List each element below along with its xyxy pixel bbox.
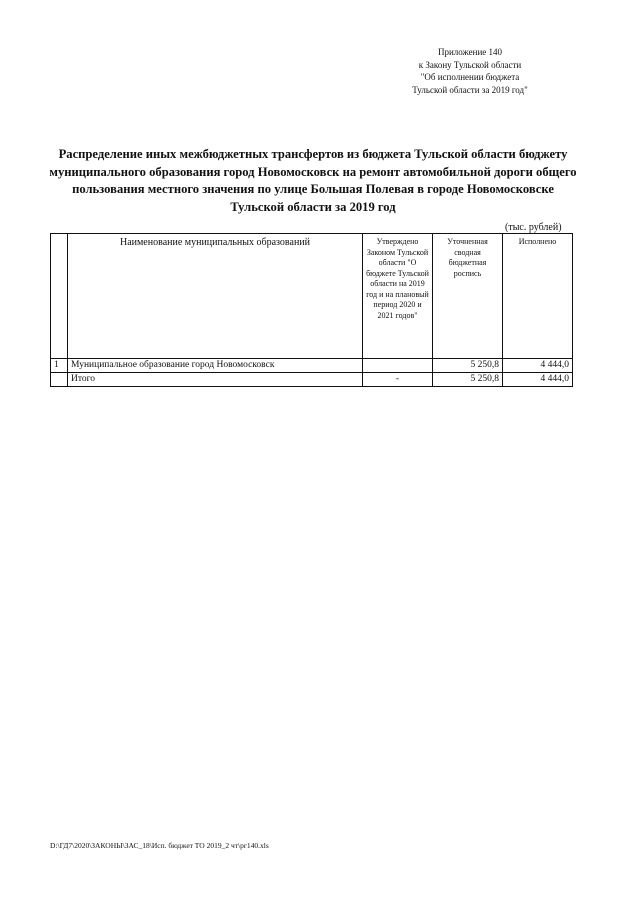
file-path-footer: D:\ГД7\2020\ЗАКОНЫ\ЗАС_18\Исп. бюджет ТО 2019_2 чт\рг140.xls [50,841,269,850]
header-executed: Исполнено [503,234,573,359]
table-row [51,359,573,373]
units-label: (тыс. рублей) [505,222,562,233]
row-name: Муниципальное образование город Новомосковск [68,359,363,373]
transfers-table [50,233,573,387]
header-num [51,234,68,359]
appendix-line: к Закону Тульской области [418,59,522,70]
row-num: 1 [51,359,68,373]
row-approved [363,359,433,373]
header-name: Наименование муниципальных образований [68,234,363,359]
appendix-line: Тульской области за 2019 год" [412,84,528,95]
total-name: Итого [68,373,363,387]
document-title: Распределение иных межбюджетных трансфертов из бюджета Тульской области бюджету муниципального образования город Новомосковск на ремонт автомобильной дороги общего пользования местного значения по улице Большая Полевая в городе Новомосковске Тульской области за 2019 год [49,147,577,214]
row-executed: 4 444,0 [503,359,573,373]
header-refined: Уточненная сводная бюджетная роспись [433,234,503,359]
total-num [51,373,68,387]
total-executed: 4 444,0 [503,373,573,387]
appendix-header [370,46,570,96]
total-refined: 5 250,8 [433,373,503,387]
appendix-line: Приложение 140 [437,47,503,57]
table-total-row [51,373,573,387]
row-refined: 5 250,8 [433,359,503,373]
header-approved: Утверждено Законом Тульской области "О бюджете Тульской области на 2019 год и на плановый период 2020 и 2021 годов" [363,234,433,359]
total-approved: - [363,373,433,387]
appendix-line: "Об исполнении бюджета [420,72,520,82]
table-header-row [51,234,573,359]
